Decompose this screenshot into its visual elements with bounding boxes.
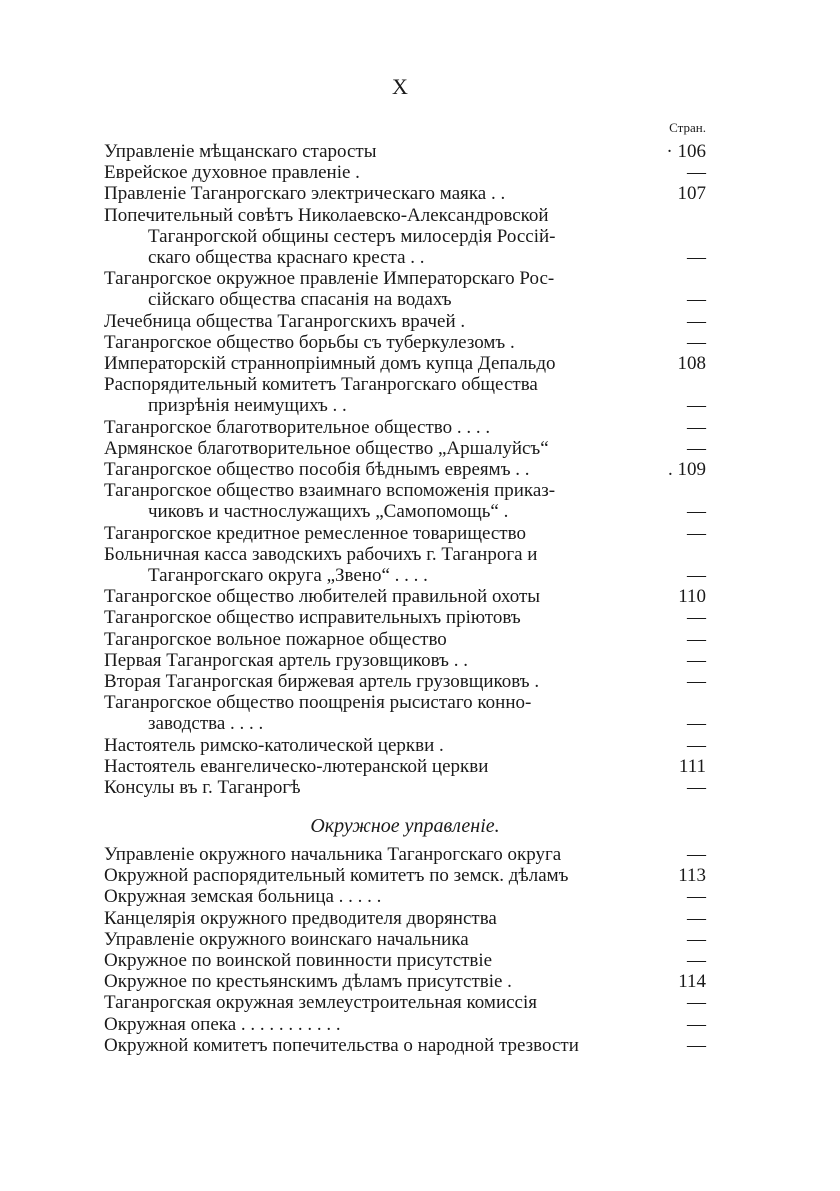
toc-entry	[104, 544, 706, 586]
toc-entry-line: Окружное по крестьянскимъ дѣламъ присутствіе .	[104, 971, 512, 993]
toc-entry-title	[104, 950, 654, 971]
toc-entry-page: —	[687, 416, 706, 438]
toc-entry-page: —	[687, 713, 706, 735]
toc-entry-line: призрѣнія неимущихъ . .	[148, 395, 347, 417]
toc-entry-title	[104, 183, 654, 204]
toc-entry-title	[104, 650, 654, 671]
toc-entry	[104, 480, 706, 522]
toc-entry-line: Лечебница общества Таганрогскихъ врачей .	[104, 310, 466, 332]
toc-entry-page: —	[687, 992, 706, 1014]
toc-entry-page: —	[687, 671, 706, 693]
toc-entry-title	[104, 692, 654, 734]
toc-entry-line: Таганрогской общины сестеръ милосердія Россій-	[148, 225, 556, 247]
toc-entry	[104, 1014, 706, 1035]
toc-entry	[104, 756, 706, 777]
toc-entry-line: Управленіе окружного воинскаго начальника	[104, 928, 469, 950]
toc-entry-title	[104, 908, 654, 929]
toc-entry-page: 110	[678, 586, 706, 608]
toc-entry-title	[104, 1014, 654, 1035]
toc-entry-title	[104, 205, 654, 269]
toc-entry-page: —	[687, 437, 706, 459]
toc-entry	[104, 374, 706, 416]
toc-entry	[104, 629, 706, 650]
toc-entry	[104, 205, 706, 269]
toc-entry-title	[104, 971, 654, 992]
toc-entry-line: Таганрогское вольное пожарное общество	[104, 628, 447, 650]
toc-entry-line: Таганрогское окружное правленіе Императорскаго Рос-	[104, 268, 555, 290]
toc-entry-line: Таганрогское общество борьбы съ туберкулезомъ .	[104, 331, 515, 353]
toc-entry-line: Окружная земская больница . . . . .	[104, 886, 382, 908]
toc-entry-line: скаго общества краснаго креста . .	[148, 247, 425, 269]
toc-entry	[104, 692, 706, 734]
toc-entry	[104, 268, 706, 310]
toc-entry-line: Таганрогское благотворительное общество . . . .	[104, 416, 491, 438]
toc-entry-title	[104, 523, 654, 544]
toc-entry-line: Канцелярія окружного предводителя дворянства	[104, 907, 497, 929]
toc-entry-page: —	[687, 289, 706, 311]
toc-entry-line: Попечительный совѣтъ Николаевско-Александровской	[104, 204, 549, 226]
toc-entry-title	[104, 844, 654, 865]
toc-entry-page: 111	[678, 755, 706, 777]
toc-entry-line: Таганрогская окружная землеустроительная комиссія	[104, 992, 537, 1014]
toc-entry-title	[104, 438, 654, 459]
toc-entry	[104, 971, 706, 992]
toc-entry-title	[104, 480, 654, 522]
toc-entry	[104, 353, 706, 374]
toc-entry-page: —	[687, 607, 706, 629]
toc-entry-line: Таганрогское общество исправительныхъ пріютовъ	[104, 607, 521, 629]
toc-entry	[104, 671, 706, 692]
toc-entry	[104, 650, 706, 671]
toc-entry-title	[104, 162, 654, 183]
toc-entry-title	[104, 756, 654, 777]
toc-list-institutions	[104, 141, 706, 798]
toc-entry-line: Таганрогское общество пособія бѣднымъ евреямъ . .	[104, 459, 530, 481]
toc-entry-title	[104, 586, 654, 607]
toc-entry-title	[104, 417, 654, 438]
toc-entry-title	[104, 311, 654, 332]
toc-entry-page: —	[687, 886, 706, 908]
toc-entry-title	[104, 353, 654, 374]
toc-entry-page: 114	[678, 971, 706, 993]
toc-entry-line: сійскаго общества спасанія на водахъ	[148, 289, 452, 311]
toc-entry	[104, 417, 706, 438]
toc-list-district	[104, 844, 706, 1056]
toc-entry	[104, 992, 706, 1013]
toc-entry-line: Консулы въ г. Таганрогѣ	[104, 777, 301, 799]
toc-entry-line: Окружной распорядительный комитетъ по земск. дѣламъ	[104, 865, 569, 887]
toc-entry-title	[104, 992, 654, 1013]
toc-entry	[104, 459, 706, 480]
toc-entry-title	[104, 777, 654, 798]
toc-entry-page: 113	[678, 865, 706, 887]
toc-entry-line: Правленіе Таганрогскаго электрическаго маяка . .	[104, 183, 506, 205]
toc-entry-title	[104, 332, 654, 353]
toc-entry	[104, 1035, 706, 1056]
toc-entry-page: —	[687, 928, 706, 950]
toc-entry	[104, 607, 706, 628]
toc-entry	[104, 523, 706, 544]
page-number: X	[392, 74, 408, 99]
toc-entry-title	[104, 459, 654, 480]
toc-entry-line: Таганрогское общество поощренія рысистаго конно-	[104, 692, 532, 714]
toc-entry-title	[104, 671, 654, 692]
toc-entry	[104, 777, 706, 798]
toc-entry-title	[104, 865, 654, 886]
toc-entry	[104, 929, 706, 950]
toc-entry-page: —	[687, 501, 706, 523]
toc-entry-page: —	[687, 844, 706, 865]
toc-entry	[104, 844, 706, 865]
toc-entry-title	[104, 735, 654, 756]
toc-entry-line: Настоятель римско-католической церкви .	[104, 734, 444, 756]
toc-entry-line: Больничная касса заводскихъ рабочихъ г. Таганрога и	[104, 543, 538, 565]
toc-entry-title	[104, 1035, 654, 1056]
toc-entry	[104, 438, 706, 459]
toc-entry-title	[104, 607, 654, 628]
toc-entry-line: Таганрогскаго округа „Звено“ . . . .	[148, 565, 428, 587]
toc-entry-line: Настоятель евангелическо-лютеранской церкви	[104, 755, 489, 777]
toc-entry-title	[104, 886, 654, 907]
toc-entry-line: Императорскій страннопріимный домъ купца Депальдо	[104, 353, 556, 375]
toc-entry	[104, 586, 706, 607]
toc-entry-title	[104, 544, 654, 586]
toc-entry-page: —	[687, 649, 706, 671]
toc-entry-line: Таганрогское общество любителей правильной охоты	[104, 586, 541, 608]
toc-entry-page: —	[687, 565, 706, 587]
toc-entry-page: —	[687, 162, 706, 184]
toc-entry-line: Окружной комитетъ попечительства о народной трезвости	[104, 1034, 579, 1056]
toc-entry-page: —	[687, 247, 706, 269]
toc-entry-page: . 109	[668, 459, 706, 481]
toc-entry-line: Еврейское духовное правленіе .	[104, 162, 360, 184]
toc-entry-line: Распорядительный комитетъ Таганрогскаго общества	[104, 374, 538, 396]
toc-entry-line: Таганрогское общество взаимнаго вспоможенія приказ-	[104, 480, 556, 502]
toc-entry	[104, 183, 706, 204]
toc-entry-line: Окружное по воинской повинности присутствіе	[104, 950, 493, 972]
toc-entry-page: —	[687, 1034, 706, 1056]
toc-entry-line: Вторая Таганрогская биржевая артель грузовщиковъ .	[104, 671, 540, 693]
toc-entry	[104, 735, 706, 756]
toc-entry	[104, 162, 706, 183]
toc-entry	[104, 311, 706, 332]
toc-entry-page: 107	[677, 183, 706, 205]
toc-entry-page: —	[687, 331, 706, 353]
toc-entry	[104, 886, 706, 907]
toc-entry-page: —	[687, 1013, 706, 1035]
toc-entry-page: —	[687, 522, 706, 544]
toc-entry	[104, 141, 706, 162]
toc-entry-line: заводства . . . .	[148, 713, 264, 735]
toc-entry-page: —	[687, 310, 706, 332]
toc-entry-page: —	[687, 777, 706, 799]
toc-entry-page: —	[687, 395, 706, 417]
toc-entry-page: —	[687, 950, 706, 972]
toc-entry-title	[104, 268, 654, 310]
toc-entry-title	[104, 629, 654, 650]
toc-entry	[104, 332, 706, 353]
toc-entry-line: Управленіе мѣщанскаго старосты	[104, 141, 377, 162]
toc-entry-title	[104, 929, 654, 950]
toc-entry	[104, 865, 706, 886]
toc-entry-line: чиковъ и частнослужащихъ „Самопомощь“ .	[148, 501, 509, 523]
toc-entry-line: Таганрогское кредитное ремесленное товарищество	[104, 522, 526, 544]
toc-entry-line: Управленіе окружного начальника Таганрогскаго округа	[104, 844, 562, 865]
toc-entry-line: Армянское благотворительное общество „Аршалуйсъ“	[104, 437, 549, 459]
toc-entry	[104, 950, 706, 971]
toc-entry-title	[104, 141, 654, 162]
page-column-label: Стран.	[669, 120, 706, 135]
toc-entry	[104, 908, 706, 929]
toc-entry-page: 108	[677, 353, 706, 375]
toc-entry-line: Окружная опека . . . . . . . . . . .	[104, 1013, 341, 1035]
toc-entry-line: Первая Таганрогская артель грузовщиковъ . .	[104, 649, 468, 671]
section-heading: Окружное управленіе.	[310, 815, 500, 837]
toc-entry-page: · 106	[666, 141, 706, 162]
toc-entry-title	[104, 374, 654, 416]
toc-entry-page: —	[687, 907, 706, 929]
toc-entry-page: —	[687, 628, 706, 650]
toc-entry-page: —	[687, 734, 706, 756]
